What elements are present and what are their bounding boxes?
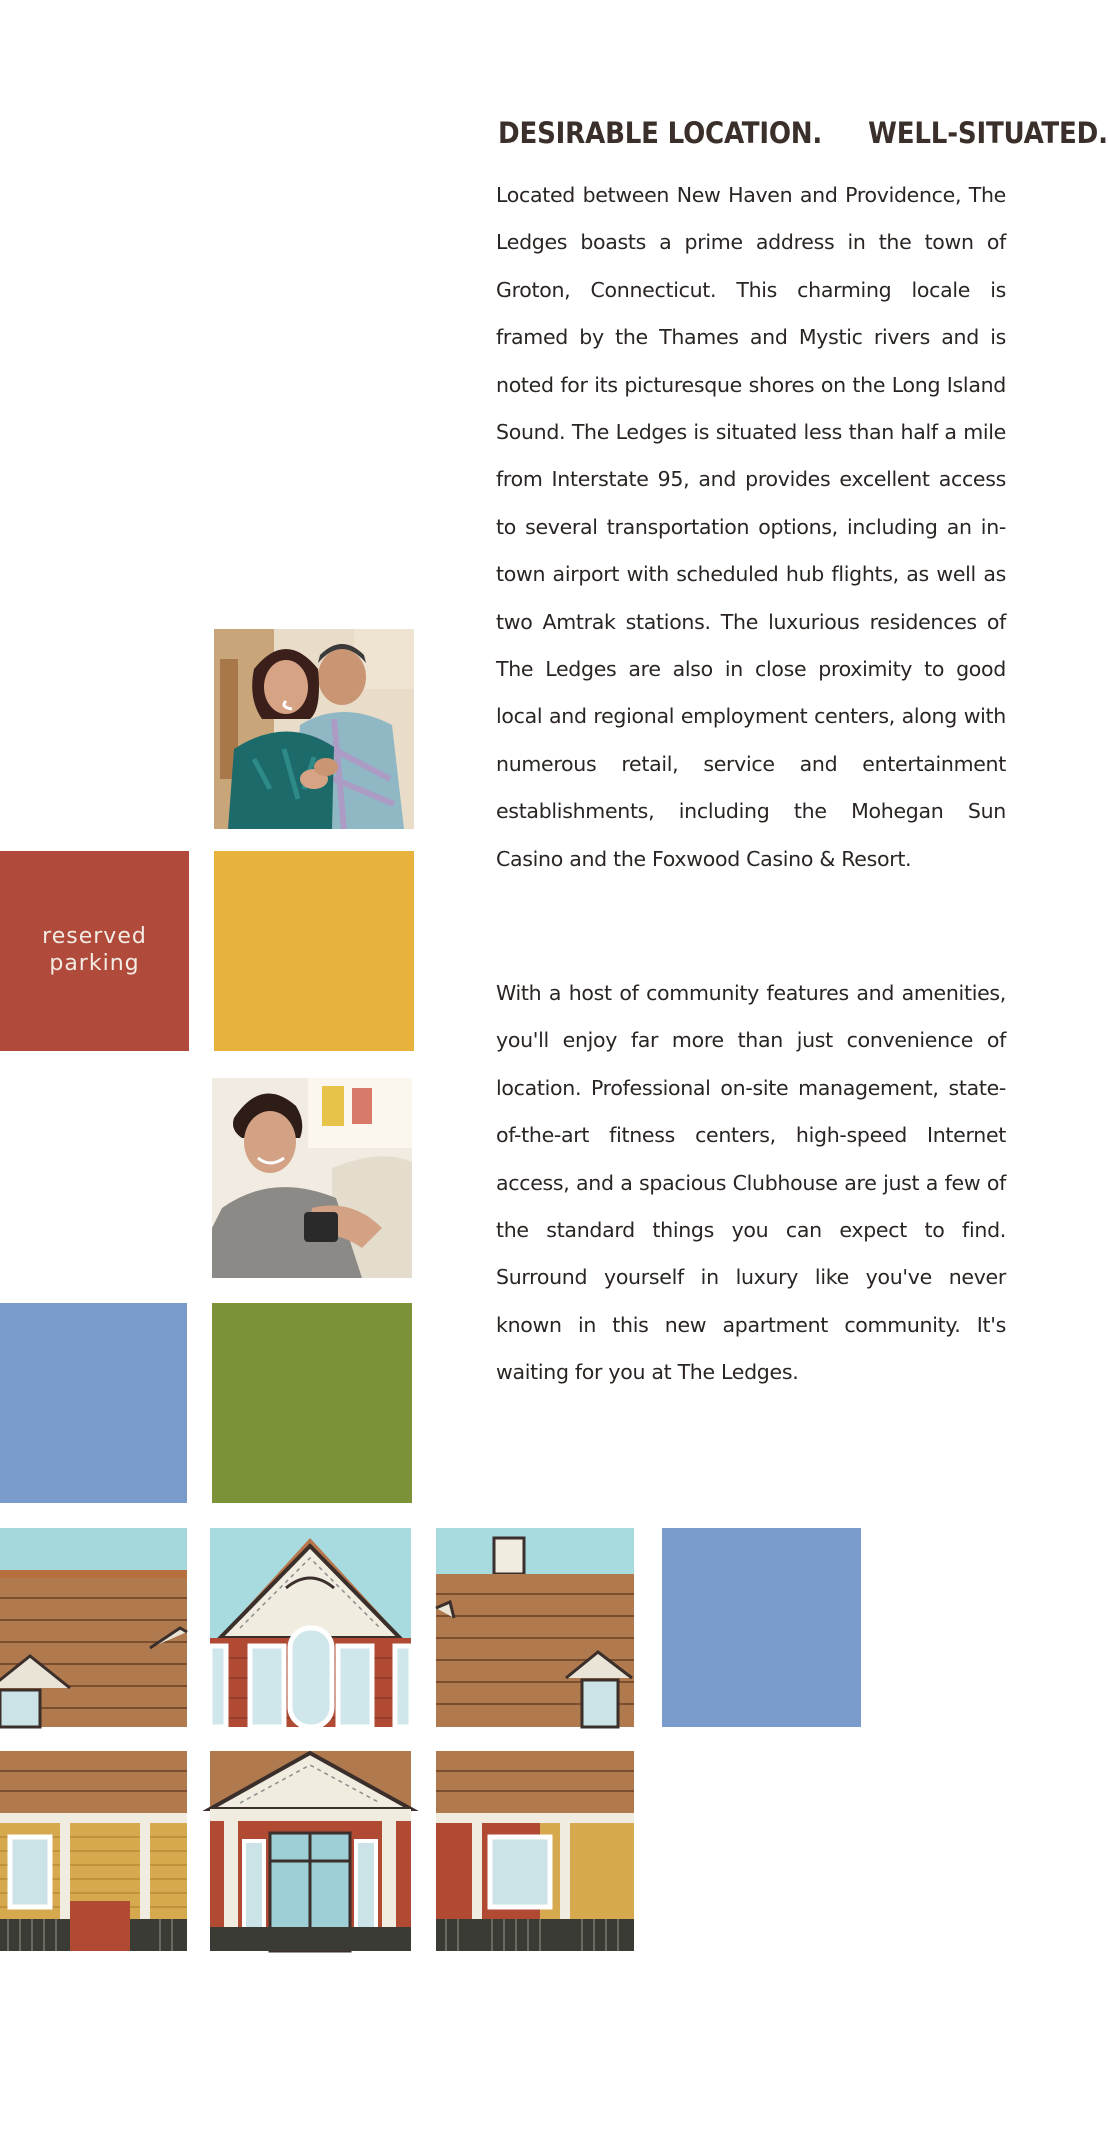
building-chimney-tile (436, 1528, 634, 1727)
reserved-parking-tile (0, 851, 189, 1051)
heading-part-1: DESIRABLE LOCATION. (498, 116, 823, 150)
section-heading (498, 113, 1108, 153)
green-color-tile (212, 1303, 412, 1503)
paragraph-amenities: With a host of community features and amenities, you'll enjoy far more than just convenience of location. Professional on-site management, state-of-the-art fitness centers, high-speed Internet access, and a spacious Clubhouse are just a few of the standard things you can expect to find. Surround yourself in luxury like you've never known in this new apartment community. It's waiting for you at The Ledges. (496, 981, 1006, 1385)
building-roof-left-tile (0, 1528, 187, 1727)
building-gable-window-tile (210, 1528, 411, 1727)
building-porch-left-tile (0, 1751, 187, 1951)
parking-label: parking (49, 951, 140, 976)
paragraph-location: Located between New Haven and Providence, The Ledges boasts a prime address in the town of Groton, Connecticut. This charming locale is framed by the Thames and Mystic rivers and is noted for its picturesque shores on the Long Island Sound. The Ledges is situated less than half a mile from Interstate 95, and provides excellent access to several transportation options, including an in-town airport with scheduled hub flights, as well as two Amtrak stations. The luxurious residences of The Ledges are also in close proximity to good local and regional employment centers, along with numerous retail, service and entertainment establishments, including the Mohegan Sun Casino and the Foxwood Casino & Resort. (496, 183, 1006, 871)
blue-color-tile-left (0, 1303, 187, 1503)
couple-photo (214, 629, 414, 829)
heading-part-2: WELL-SITUATED. (868, 116, 1108, 150)
blue-color-tile-right (662, 1528, 861, 1727)
man-photo (212, 1078, 412, 1278)
gold-color-tile (214, 851, 414, 1051)
building-porch-right-tile (436, 1751, 634, 1951)
reserved-parking-label (0, 923, 189, 977)
reserved-label: reserved (42, 924, 147, 949)
building-entrance-tile (210, 1751, 411, 1951)
